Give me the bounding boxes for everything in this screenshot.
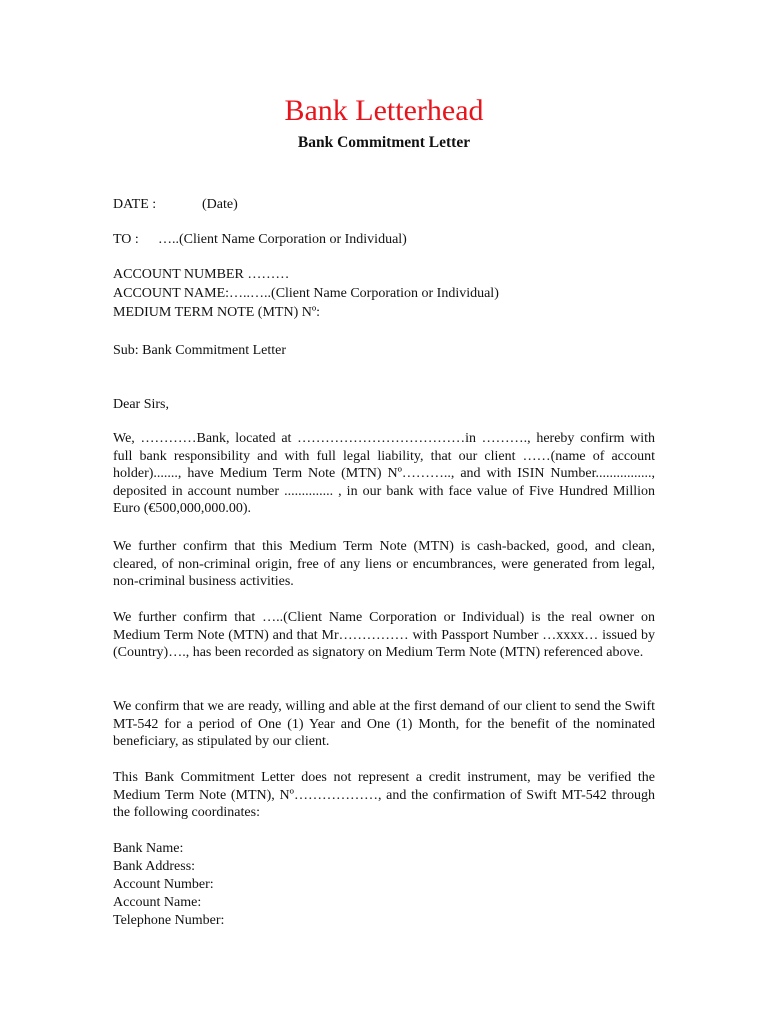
- coordinate-telephone-number: Telephone Number:: [113, 913, 225, 928]
- to-label: TO :: [113, 232, 139, 247]
- paragraph-cash-backed: We further confirm that this Medium Term Note (MTN) is cash-backed, good, and clean, cleared, of non-criminal origin, free of any liens or encumbrances, were generated from legal, non-criminal business activities.: [113, 539, 655, 590]
- salutation: Dear Sirs,: [113, 397, 169, 412]
- to-value: …..(Client Name Corporation or Individual): [158, 232, 407, 247]
- paragraph-swift: We confirm that we are ready, willing and able at the first demand of our client to send the Swift MT-542 for a period of One (1) Year and One (1) Month, for the benefit of the nominated beneficiary, as stipulated by our client.: [113, 699, 655, 750]
- bank-letterhead: Bank Letterhead: [284, 94, 484, 127]
- account-name-line: ACCOUNT NAME:…..…..(Client Name Corporation or Individual): [113, 286, 499, 301]
- mtn-line: MEDIUM TERM NOTE (MTN) Nº:: [113, 305, 321, 320]
- subject-line: Sub: Bank Commitment Letter: [113, 343, 287, 358]
- date-value: (Date): [202, 197, 238, 212]
- paragraph-ownership: We further confirm that …..(Client Name Corporation or Individual) is the real owner on Medium Term Note (MTN) and that Mr…………… with Passport Number …xxxx… issued by (Country)…., has been recorded as signatory on Medium Term Note (MTN) referenced above.: [113, 610, 655, 661]
- coordinate-bank-name: Bank Name:: [113, 841, 184, 856]
- date-label: DATE :: [113, 197, 157, 212]
- paragraph-confirmation: We, …………Bank, located at ………………………………in ………., hereby confirm with full bank responsibility and with full legal liability, that our client ……(name of account holder)......., have Medium Term Note (MTN) Nº……….., and with ISIN Number................, deposited in account number .............. , in our bank with face value of Five Hundred Million Euro (€500,000,000.00).: [113, 431, 655, 517]
- document-title: Bank Commitment Letter: [297, 134, 471, 151]
- paragraph-verification: This Bank Commitment Letter does not represent a credit instrument, may be verified the Medium Term Note (MTN), Nº………………, and the confirmation of Swift MT-542 through the following coordinates:: [113, 770, 655, 821]
- coordinate-account-name: Account Name:: [113, 895, 202, 910]
- coordinate-account-number: Account Number:: [113, 877, 214, 892]
- coordinate-bank-address: Bank Address:: [113, 859, 196, 874]
- account-number-line: ACCOUNT NUMBER ………: [113, 267, 290, 282]
